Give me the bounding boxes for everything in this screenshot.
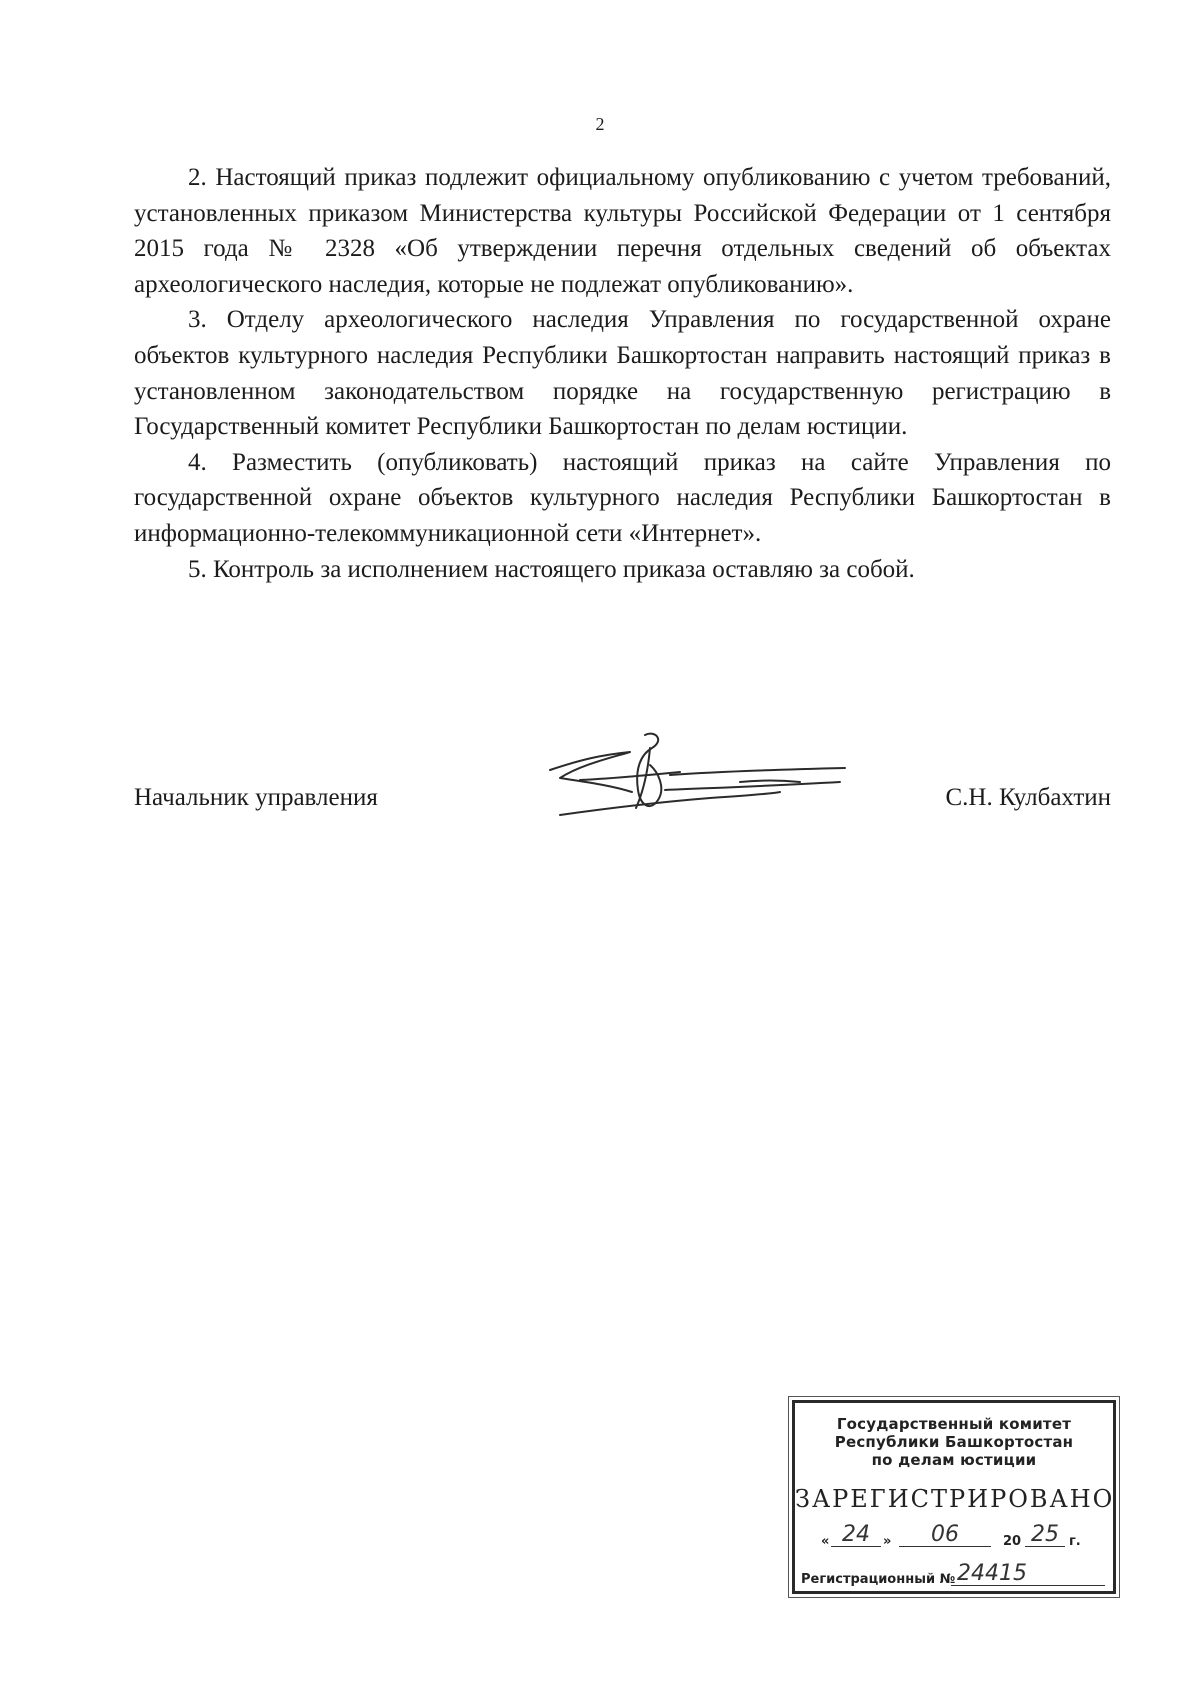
stamp-date-year-prefix: 20	[1003, 1534, 1022, 1549]
stamp-date-month: 06	[899, 1524, 991, 1547]
stamp-date-close-quote: »	[883, 1534, 892, 1549]
stamp-date-year-suffix: 25	[1025, 1524, 1065, 1547]
paragraph-3: 3. Отделу археологического наследия Управления по государственной охране объектов культурного наследия Республики Башкортостан направить настоящий приказ в установленном законодательством порядке на государственную регистрацию в Государственный комитет Республики Башкортостан по делам юстиции.	[134, 306, 1111, 441]
stamp-authority	[795, 1415, 1113, 1469]
stamp-reg-label: Регистрационный №	[801, 1572, 956, 1587]
registration-stamp	[792, 1400, 1116, 1594]
stamp-authority-line: по делам юстиции	[871, 1451, 1037, 1469]
page-number: 2	[595, 114, 605, 134]
paragraph-5: 5. Контроль за исполнением настоящего приказа оставляю за собой.	[188, 555, 915, 583]
signatory-name: С.Н. Кулбахтин	[945, 784, 1111, 811]
paragraph-4: 4. Разместить (опубликовать) настоящий приказ на сайте Управления по государственной охране объектов культурного наследия Республики Башкортостан в информационно-телекоммуникационной сети «Интернет».	[134, 448, 1111, 547]
stamp-date-year-mark: г.	[1069, 1534, 1081, 1549]
stamp-date	[821, 1522, 1101, 1551]
stamp-date-open-quote: «	[821, 1534, 830, 1549]
document-body	[134, 160, 1111, 587]
stamp-reg-number: 24415	[951, 1563, 1105, 1586]
handwritten-signature	[540, 730, 870, 850]
stamp-registration-number	[801, 1563, 1111, 1589]
signatory-title: Начальник управления	[134, 784, 378, 811]
stamp-authority-line: Республики Башкортостан	[834, 1433, 1074, 1451]
stamp-date-day: 24	[831, 1524, 881, 1547]
stamp-status: ЗАРЕГИСТРИРОВАНО	[795, 1485, 1115, 1513]
stamp-authority-line: Государственный комитет	[836, 1415, 1072, 1433]
paragraph-2: 2. Настоящий приказ подлежит официальному опубликованию с учетом требований, установленных приказом Министерства культуры Российской Федерации от 1 сентября 2015 года № 2328 «Об утверждении перечня отдельных сведений об объектах археологического наследия, которые не подлежат опубликованию».	[134, 164, 1111, 298]
